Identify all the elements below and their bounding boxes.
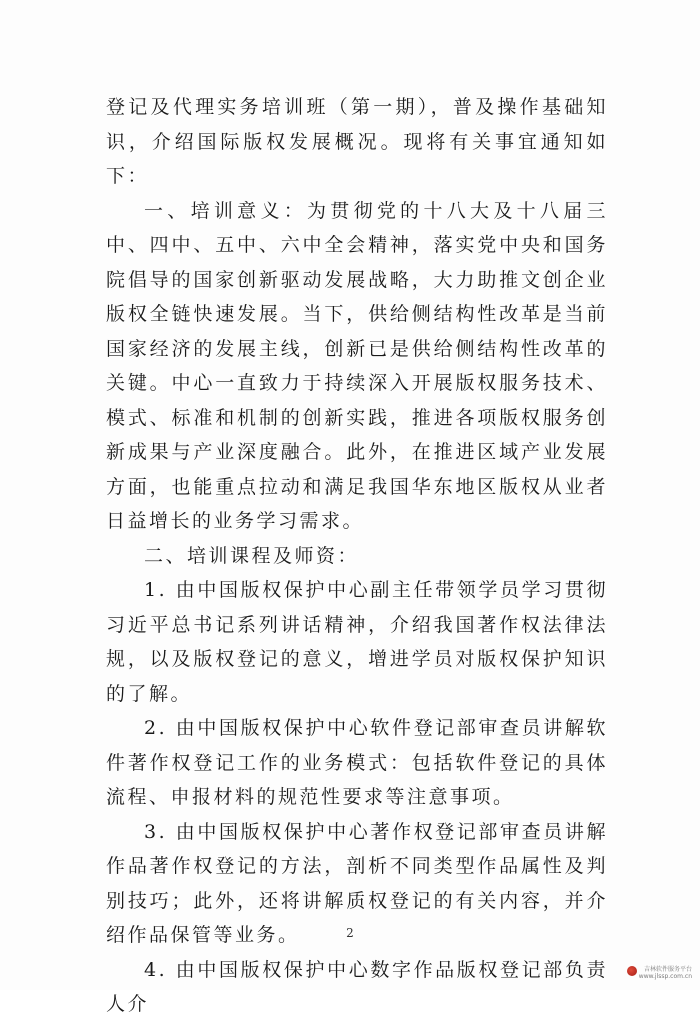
- document-body: [106, 90, 608, 1022]
- paragraph-course-1: 1. 由中国版权保护中心副主任带领学员学习贯彻习近平总书记系列讲话精神，介绍我国著作权法律法规，以及版权登记的意义，增进学员对版权保护知识的了解。: [106, 579, 608, 705]
- site-watermark: [639, 966, 692, 980]
- page-number: 2: [346, 926, 354, 940]
- watermark-logo-icon: [627, 966, 637, 976]
- paragraph-course-4: 4. 由中国版权保护中心数字作品版权登记部负责人介: [106, 958, 608, 1015]
- paragraph-courses-heading: 二、培训课程及师资：: [144, 544, 360, 567]
- paragraph-course-2: 2. 由中国版权保护中心软件登记部审查员讲解软件著作权登记工作的业务模式：包括软件登记的具体流程、申报材料的规范性要求等注意事项。: [106, 717, 608, 808]
- paragraph-training-significance: 一、培训意义：为贯彻党的十八大及十八届三中、四中、五中、六中全会精神，落实党中央和国务院倡导的国家创新驱动发展战略，大力助推文创企业版权全链快速发展。当下，供给侧结构性改革是当前国家经济的发展主线，创新已是供给侧结构性改革的关键。中心一直致力于持续深入开展版权服务技术、模式、标准和机制的创新实践，推进各项版权服务创新成果与产业深度融合。此外，在推进区域产业发展方面，也能重点拉动和满足我国华东地区版权从业者日益增长的业务学习需求。: [106, 199, 608, 532]
- paragraph-course-3: 3. 由中国版权保护中心著作权登记部审查员讲解作品著作权登记的方法，剖析不同类型作品属性及判别技巧；此外，还将讲解质权登记的有关内容，并介绍作品保管等业务。: [106, 820, 608, 946]
- watermark-line-2: www.jlssp.com.cn: [638, 973, 692, 980]
- paragraph-intro-continued: 登记及代理实务培训班（第一期），普及操作基础知识，介绍国际版权发展概况。现将有关事宜通知如下：: [106, 96, 608, 187]
- watermark-line-1: 吉林软件服务平台: [643, 966, 692, 973]
